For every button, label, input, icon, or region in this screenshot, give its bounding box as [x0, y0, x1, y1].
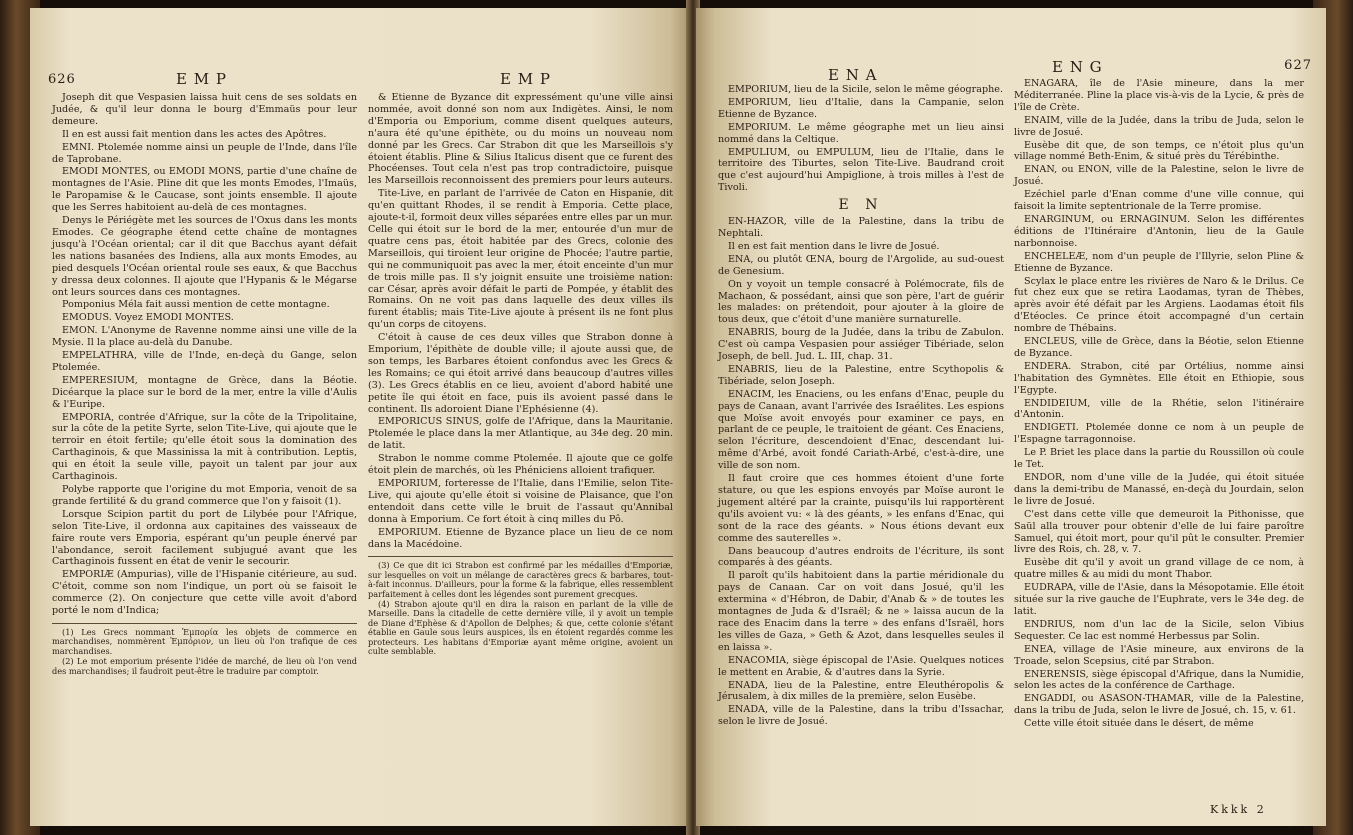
paragraph: ENABRIS, lieu de la Palestine, entre Scythopolis & Tibériade, selon Joseph.: [718, 363, 1004, 387]
paragraph: & Etienne de Byzance dit expressément qu'une ville ainsi nommée, avoit donné son nom aux Indigètes. Ainsi, le nom d'Emporia ou Emporium, comme disent quelques auteurs, n'aura été qu'une épithète, ou du moins un nouveau nom donné par les Grecs. Car Strabon dit que les Marseillois s'y étoient établis. Pline & Silius Italicus disent que ce furent des Phocéenses. Tout cela n'est pas trop contradictoire, puisque les Marseillois reconnoissent des premiers pour leurs auteurs.: [368, 92, 673, 187]
paragraph: ENEA, village de l'Asie mineure, aux environs de la Troade, selon Scepsius, cité par Strabon.: [1014, 643, 1304, 667]
paragraph: ENDRIUS, nom d'un lac de la Sicile, selon Vibius Sequester. Ce lac est nommé Herbessus par Solin.: [1014, 618, 1304, 642]
right-col2-text: [1014, 78, 1304, 730]
paragraph: EMPORIUM, lieu d'Italie, dans la Campanie, selon Etienne de Byzance.: [718, 96, 1004, 120]
paragraph: ENABRIS, bourg de la Judée, dans la tribu de Zabulon. C'est où campa Vespasien pour assiéger Tibériade, selon Joseph, de bell. Jud. L. III, chap. 31.: [718, 327, 1004, 363]
paragraph: EMODUS. Voyez EMODI MONTES.: [62, 312, 234, 324]
paragraph: EMON. L'Anonyme de Ravenne nomme ainsi une ville de la Mysie. Il la place au-delà du Danube.: [52, 325, 357, 349]
paragraph: Il faut croire que ces hommes étoient d'une forte stature, ou que les espions envoyés par Moïse auront le jugement altéré par la crainte, puisqu'ils lui rapportèrent qu'ils avoient vu: « là des géants, » les enfans d'Enac, qui sont de la race des géants. » Nous étions devant eux comme des sauterelles ».: [718, 473, 1004, 544]
paragraph: ENACIM, les Enaciens, ou les enfans d'Enac, peuple du pays de Canaan, avant l'arrivée des Israélites. Les espions que Moïse avoit envoyés pour examiner ce pays, en parlant de ce peuple, le traitoient de géant. Ces Enaciens, selon l'écriture, descendoient d'Enac, descendant lui-même d'Arbé, avoit fondé Cariath-Arbé, c'est-à-dire, une ville de son nom.: [718, 388, 1004, 472]
paragraph: (2) Le mot emporium présente l'idée de marché, de lieu où l'on vend des marchandises; il faudroit peut-être le traduire par comptoir.: [52, 656, 357, 676]
paragraph: ENAGARA, île de l'Asie mineure, dans la mer Méditerranée. Pline la place vis-à-vis de la Lycie, & près de l'île de Crète.: [1014, 78, 1304, 113]
section-heading-en: E N: [838, 197, 884, 214]
paragraph: Joseph dit que Vespasien laissa huit cens de ses soldats en Judée, & qu'il leur donna le bourg d'Emmaüs pour leur demeure.: [52, 92, 357, 127]
paragraph: Strabon le nomme comme Ptolemée. Il ajoute que ce golfe étoit plein de marchés, où les Phéniciens alloient trafiquer.: [368, 453, 673, 477]
right-column-1: [718, 84, 1004, 814]
paragraph: ENADA, lieu de la Palestine, entre Eleuthéropolis & Jérusalem, à dix milles de la première, selon Eusèbe.: [718, 679, 1004, 703]
paragraph: On y voyoit un temple consacré à Polémocrate, fils de Machaon, & possédant, ainsi que son père, l'art de guérir les malades: on prétendoit, pour ajouter à la gloire de tous deux, que c'étoit d'une manière surnaturelle.: [718, 278, 1004, 326]
paragraph: EMPORIÆ (Ampurias), ville de l'Hispanie citérieure, au sud. C'étoit, comme son nom l'indique, un port où se faisoit le commerce (2). On conjecture que cette ville avoit d'abord porté le nom d'Indica;: [52, 569, 357, 617]
left-col2-text: [368, 92, 673, 550]
paragraph: Ezéchiel parle d'Enan comme d'une ville connue, qui faisoit la limite septentrionale de la Terre promise.: [1014, 189, 1304, 213]
signature-mark: Kkkk 2: [1210, 803, 1267, 816]
paragraph: ENDOR, nom d'une ville de la Judée, qui étoit située dans la demi-tribu de Manassé, en-deçà du Jourdain, selon le livre de Josué.: [1014, 472, 1304, 507]
paragraph: EUDRAPA, ville de l'Asie, dans la Mésopotamie. Elle étoit située sur la rive gauche de l'Euphrate, vers le 34e deg. de latit.: [1014, 582, 1304, 617]
paragraph: Scylax le place entre les rivières de Naro & le Drilus. Ce fut chez eux que se retira Laodamas, tyran de Thèbes, après avoir été défait par les Argiens. Laodamas étoit fils d'Etéocles. Ce prince étoit accompagné d'un certain nombre de Thébains.: [1014, 275, 1304, 335]
paragraph: Polybe rapporte que l'origine du mot Emporia, venoit de sa grande fertilité & du grand commerce que l'on y faisoit (1).: [52, 484, 357, 507]
left-head-right: E M P: [500, 70, 551, 88]
paragraph: ENGADDI, ou ASASON-THAMAR, ville de la Palestine, dans la tribu de Juda, selon le livre de Josué, ch. 15, v. 61.: [1014, 693, 1304, 717]
paragraph: EN-HAZOR, ville de la Palestine, dans la tribu de Nephtali.: [718, 216, 1004, 239]
paragraph: ENADA, ville de la Palestine, dans la tribu d'Issachar, selon le livre de Josué.: [718, 704, 1004, 728]
paragraph: Il en est aussi fait mention dans les actes des Apôtres.: [62, 128, 327, 140]
paragraph: (1) Les Grecs nommant Ἐμπορία les objets de commerce en marchandises, nommèrent Ἐμπόριον, un lieu où l'on trafique de ces marchandises.: [52, 626, 357, 656]
left-column-2: [368, 92, 673, 816]
paragraph: ENDIDEIUM, ville de la Rhétie, selon l'itinéraire d'Antonin.: [1014, 397, 1304, 421]
paragraph: ENARGINUM, ou ERNAGINUM. Selon les différentes éditions de l'Itinéraire d'Antonin, lieu de la Gaule narbonnoise.: [1014, 213, 1304, 249]
paragraph: ENAN, ou ENON, ville de la Palestine, selon le livre de Josué.: [1014, 164, 1304, 188]
left-page-number: 626: [48, 72, 76, 87]
right-page-number: 627: [1284, 58, 1312, 73]
paragraph: Pomponius Méla fait aussi mention de cette montagne.: [62, 299, 330, 311]
paragraph: EMPORIUM. Le même géographe met un lieu ainsi nommé dans la Celtique.: [718, 121, 1004, 145]
paragraph: ENDERA. Strabon, cité par Ortélius, nomme ainsi l'habitation des Gymnètes. Elle étoit en Ethiopie, sous l'Egypte.: [1014, 360, 1304, 396]
left-page: [30, 8, 690, 826]
paragraph: (3) Ce que dit ici Strabon est confirmé par les médailles d'Emporiæ, sur lesquelles on voit un mélange de caractères grecs & barbares, tout-à-fait inconnus. D'ailleurs, pour la forme & la fabrique, elles ressemblent parfaitement à celles dont les légendes sont purement grecques.: [368, 560, 673, 599]
paragraph: Dans beaucoup d'autres endroits de l'écriture, ils sont comparés à des géants.: [718, 545, 1004, 569]
paragraph: ENCHELEÆ, nom d'un peuple de l'Illyrie, selon Pline & Etienne de Byzance.: [1014, 250, 1304, 274]
paragraph: Eusèbe dit qu'il y avoit un grand village de ce nom, à quatre milles & au midi du mont Thabor.: [1014, 557, 1304, 581]
paragraph: ENACOMIA, siège épiscopal de l'Asie. Quelques notices le mettent en Arabie, & d'autres dans la Syrie.: [718, 654, 1004, 678]
paragraph: EMPORIA, contrée d'Afrique, sur la côte de la Tripolitaine, sur la côte de la petite Syrte, selon Tite-Live, qui ajoute que le terroir en étoit fertile; qu'elle étoit sous la domination des Carthaginois, & que Massinissa la mit à contribution. Leptis, qui en étoit la seule ville, payoit un talent par jour aux Carthaginois.: [52, 411, 357, 483]
paragraph: C'étoit à cause de ces deux villes que Strabon donne à Emporium, l'épithète de double ville; il ajoute aussi que, de son temps, les Barbares étoient confondus avec les Grecs & les Romains; ce qui étoit arrivé dans beaucoup d'autres villes (3). Les Grecs établis en ce lieu, avoient d'abord habité une petite île qui étoit en face, puis ils avoient passé dans le continent. Ils adoroient Diane l'Ephésienne (4).: [368, 332, 673, 415]
left-head-left: E M P: [176, 70, 227, 88]
left-col2-rule: [368, 556, 673, 557]
paragraph: ENERENSIS, siège épiscopal d'Afrique, dans la Numidie, selon les actes de la conférence de Carthage.: [1014, 668, 1304, 692]
paragraph: Cette ville étoit située dans le désert, de même: [1024, 718, 1254, 730]
paragraph: Il paroît qu'ils habitoient dans la partie méridionale du pays de Canaan. Car on voit dans Josué, qu'il les extermina « d'Hébron, de Dabir, d'Anab & » de toutes les montagnes de Juda & d'Israël; & ne » laissa aucun de la race des Enacim dans la terre » des enfans d'Israël, hors les villes de Gaza, » Geth & Azot, dans lesquelles seules il en laissa ».: [718, 570, 1004, 653]
paragraph: Tite-Live, en parlant de l'arrivée de Caton en Hispanie, dit qu'en quittant Rhodes, il se rendit à Emporia. Cette place, ajoute-t-il, formoit deux villes séparées entre elles par un mur. Celle qui étoit sur le bord de la mer, entourée d'un mur de quatre cens pas, étoit habitée par des Grecs, colonie des Marseillois, qui tiroient leur origine de Phocée; l'autre partie, qui ne communiquoit pas avec la mer, étoit enceinte d'un mur de trois mille pas. Il s'y joignit ensuite une troisième nation: car César, après avoir défait le parti de Pompée, y établit des Romains. On ne voit pas dans laquelle des deux villes ils furent établis; mais Tite-Live ajoute à présent ils ne font plus qu'un corps de citoyens.: [368, 188, 673, 331]
paragraph: ENDIGETI. Ptolemée donne ce nom à un peuple de l'Espagne tarragonnoise.: [1014, 422, 1304, 446]
right-col1-text: [718, 84, 1004, 194]
paragraph: EMPELATHRA, ville de l'Inde, en-deçà du Gange, selon Ptolemée.: [52, 350, 357, 373]
left-column-1: [52, 92, 357, 816]
paragraph: ENCLEUS, ville de Grèce, dans la Béotie, selon Etienne de Byzance.: [1014, 336, 1304, 359]
left-col1-text: [52, 92, 357, 617]
paragraph: EMPORIUM. Etienne de Byzance place un lieu de ce nom dans la Macédoine.: [368, 526, 673, 550]
paragraph: EMODI MONTES, ou EMODI MONS, partie d'une chaîne de montagnes de l'Asie. Pline dit que les monts Emodes, l'Imaüs, le Paropamise & le Caucase, sont joints ensemble. Il ajoute que les Serres habitoient au-delà de ces montagnes.: [52, 166, 357, 214]
paragraph: EMPERESIUM, montagne de Grèce, dans la Béotie. Dicéarque la place sur le bord de la mer, entre la ville d'Aulis & l'Euripe.: [52, 374, 357, 410]
paragraph: EMPORIUM, lieu de la Sicile, selon le même géographe.: [728, 84, 1004, 95]
paragraph: ENA, ou plutôt ŒNA, bourg de l'Argolide, au sud-ouest de Genesium.: [718, 253, 1004, 277]
left-col1-footnotes: [52, 628, 357, 676]
left-col2-footnotes: [368, 561, 673, 656]
right-head-left: E N A: [828, 66, 878, 84]
paragraph: EMPULIUM, ou EMPULUM, lieu de l'Italie, dans le territoire des Tiburtes, selon Tite-Live. Baudrand croit que c'est aujourd'hui Ampiglione, à trois milles à l'est de Tivoli.: [718, 146, 1004, 194]
paragraph: ENAIM, ville de la Judée, dans la tribu de Juda, selon le livre de Josué.: [1014, 114, 1304, 138]
paragraph: Le P. Briet les place dans la partie du Roussillon où coule le Tet.: [1014, 447, 1304, 471]
paragraph: EMPORIUM, forteresse de l'Italie, dans l'Emilie, selon Tite-Live, qui ajoute qu'elle étoit si voisine de Plaisance, que l'on entendoit dans cette ville le bruit de l'assaut qu'Annibal donna à Emporium. Ce fort étoit à cinq milles du Pô.: [368, 478, 673, 525]
paragraph: Lorsque Scipion partit du port de Lilybée pour l'Afrique, selon Tite-Live, il ordonna aux capitaines des vaisseaux de faire route vers Emporia, espérant qu'un peuple énervé par l'abondance, seroit facilement subjugué avant que les Carthaginois fussent en état de venir le secourir.: [52, 508, 357, 568]
paragraph: EMNI. Ptolemée nomme ainsi un peuple de l'Inde, dans l'île de Taprobane.: [52, 141, 357, 165]
right-col1-text-b: [718, 216, 1004, 728]
paragraph: Denys le Périégète met les sources de l'Oxus dans les monts Emodes. Ce géographe étend cette chaîne de montagnes jusqu'à l'Océan oriental; car il dit que Bacchus ayant défait les nations basanées des Indiens, alla aux monts Emodes, au pied desquels l'Océan oriental roule ses eaux, & que Bacchus y dressa deux colonnes. Il ajoute que l'Hypanis & le Mégarse ont leurs sources dans ces montagnes.: [52, 215, 357, 298]
right-head-right: E N G: [1052, 58, 1103, 76]
paragraph: EMPORICUS SINUS, golfe de l'Afrique, dans la Mauritanie. Ptolemée le place dans la mer Atlantique, au 34e deg. 20 min. de latit.: [368, 416, 673, 452]
left-col1-rule: [52, 623, 357, 624]
right-page: [696, 8, 1326, 826]
paragraph: C'est dans cette ville que demeuroit la Pithonisse, que Saül alla trouver pour obtenir d'elle de lui faire paroître Samuel, qui étoit mort, pour qu'il pût le consulter. Premier livre des Rois, ch. 28, v. 7.: [1014, 508, 1304, 556]
paragraph: (4) Strabon ajoute qu'il en dira la raison en parlant de la ville de Marseille. Dans la citadelle de cette dernière ville, il y avoit un temple de Diane d'Ephèse & d'Apollon de Delphes; & que, cette colonie s'étant établie en Gaule sous leurs auspices, ils en étoient regardés comme les protecteurs. Les habitans d'Emporiæ ayant même origine, avoient un culte semblable.: [368, 599, 673, 657]
right-column-2: [1014, 78, 1304, 806]
paragraph: Il en est fait mention dans le livre de Josué.: [728, 240, 940, 252]
paragraph: Eusèbe dit que, de son temps, ce n'étoit plus qu'un village nommé Beth-Enim, & situé près du Térébinthe.: [1014, 139, 1304, 163]
